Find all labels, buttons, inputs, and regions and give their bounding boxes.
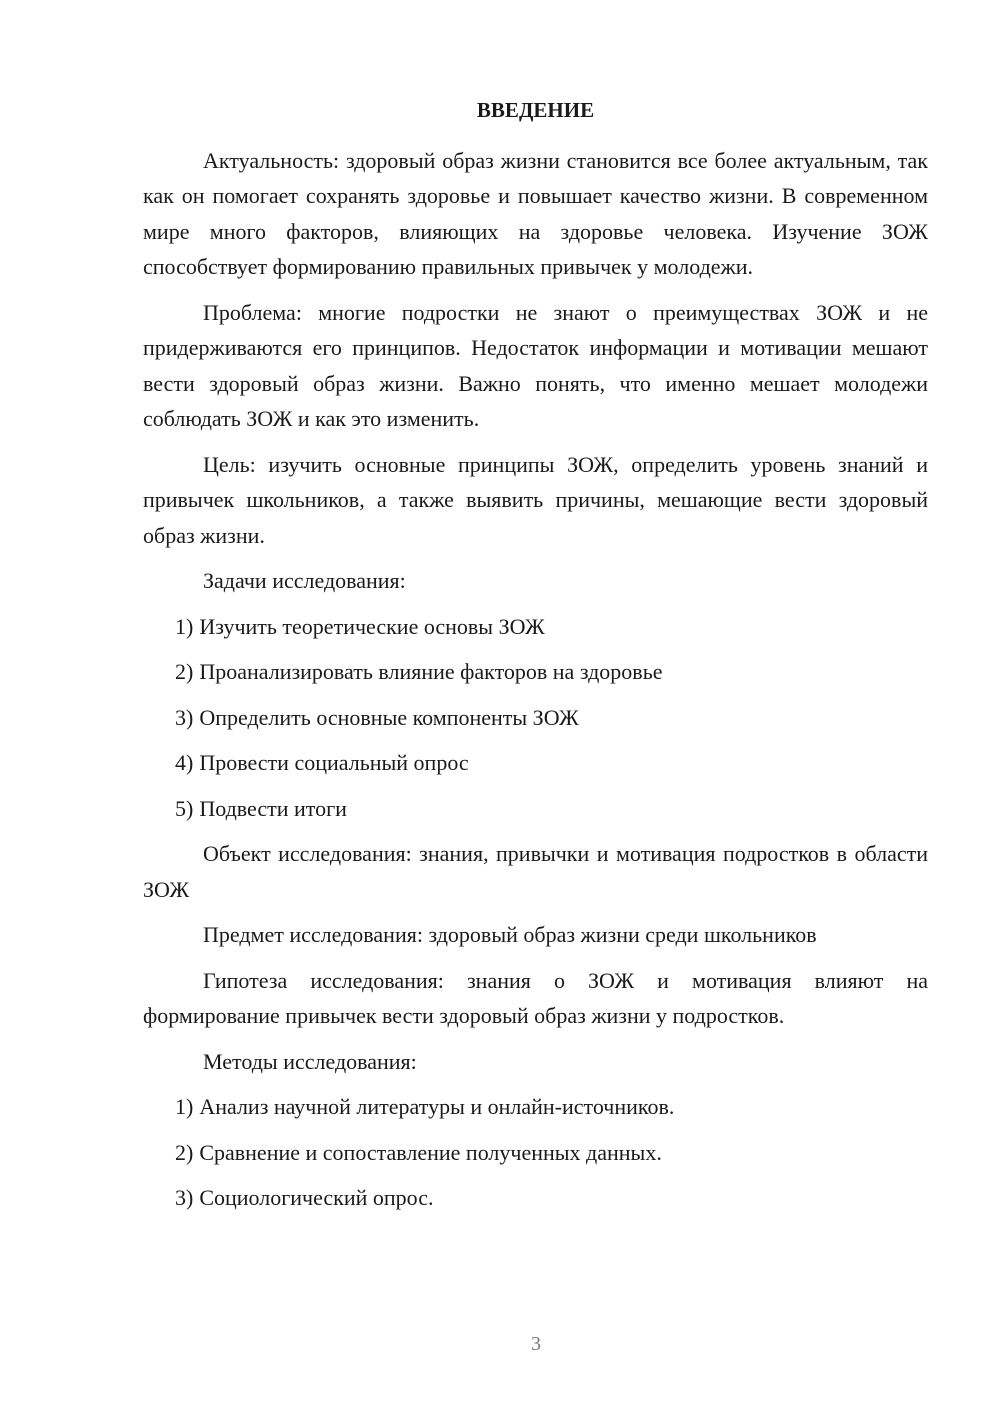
- list-item-text: Подвести итоги: [199, 795, 347, 821]
- list-item: [143, 654, 928, 690]
- list-item-text: Анализ научной литературы и онлайн-источников.: [199, 1094, 675, 1119]
- list-item-text: Социологический опрос.: [199, 1185, 434, 1210]
- methods-heading: Методы исследования:: [203, 1048, 417, 1074]
- list-item-number: 3): [175, 704, 194, 730]
- list-item-text: Изучить теоретические основы ЗОЖ: [199, 613, 545, 639]
- paragraph-object: Объект исследования: знания, привычки и мотивация подростков в области ЗОЖ: [143, 841, 928, 902]
- paragraph-subject: Предмет исследования: здоровый образ жизни среди школьников: [203, 922, 817, 947]
- paragraph-relevance: Актуальность: здоровый образ жизни становится все более актуальным, так как он помогает сохранять здоровье и повышает качество жизни. В современном мире много факторов, влияющих на здоровье человека. Изучение ЗОЖ способствует формированию правильных привычек у молодежи.: [143, 147, 928, 279]
- list-item: [143, 609, 928, 645]
- list-item: [143, 700, 928, 736]
- tasks-heading: Задачи исследования:: [203, 568, 406, 593]
- paragraph-hypothesis: Гипотеза исследования: знания о ЗОЖ и мотивация влияют на формирование привычек вести здоровый образ жизни у подростков.: [143, 967, 928, 1028]
- page-number: 3: [531, 1333, 541, 1355]
- list-item-number: 4): [175, 750, 194, 775]
- tasks-list: [143, 609, 928, 827]
- methods-list: [143, 1089, 928, 1216]
- list-item-text: Сравнение и сопоставление полученных данных.: [199, 1139, 662, 1165]
- page-title: ВВЕДЕНИЕ: [476, 98, 595, 122]
- list-item-text: Определить основные компоненты ЗОЖ: [199, 704, 579, 730]
- list-item-number: 1): [175, 613, 194, 639]
- list-item-text: Провести социальный опрос: [199, 750, 469, 775]
- list-item: [143, 1089, 928, 1125]
- list-item-number: 2): [175, 1139, 194, 1165]
- document-body: [143, 93, 928, 1226]
- paragraph-goal: Цель: изучить основные принципы ЗОЖ, определить уровень знаний и привычек школьников, а также выявить причины, мешающие вести здоровый образ жизни.: [143, 451, 928, 548]
- list-item-number: 1): [175, 1094, 194, 1119]
- list-item-number: 5): [175, 795, 194, 821]
- list-item-number: 2): [175, 659, 194, 684]
- list-item: [143, 745, 928, 781]
- paragraph-problem: Проблема: многие подростки не знают о преимуществах ЗОЖ и не придерживаются его принципов. Недостаток информации и мотивации мешают вести здоровый образ жизни. Важно понять, что именно мешает молодежи соблюдать ЗОЖ и как это изменить.: [143, 299, 928, 431]
- list-item: [143, 1180, 928, 1216]
- list-item: [143, 1135, 928, 1171]
- list-item-text: Проанализировать влияние факторов на здоровье: [199, 659, 663, 684]
- list-item: [143, 791, 928, 827]
- list-item-number: 3): [175, 1185, 194, 1210]
